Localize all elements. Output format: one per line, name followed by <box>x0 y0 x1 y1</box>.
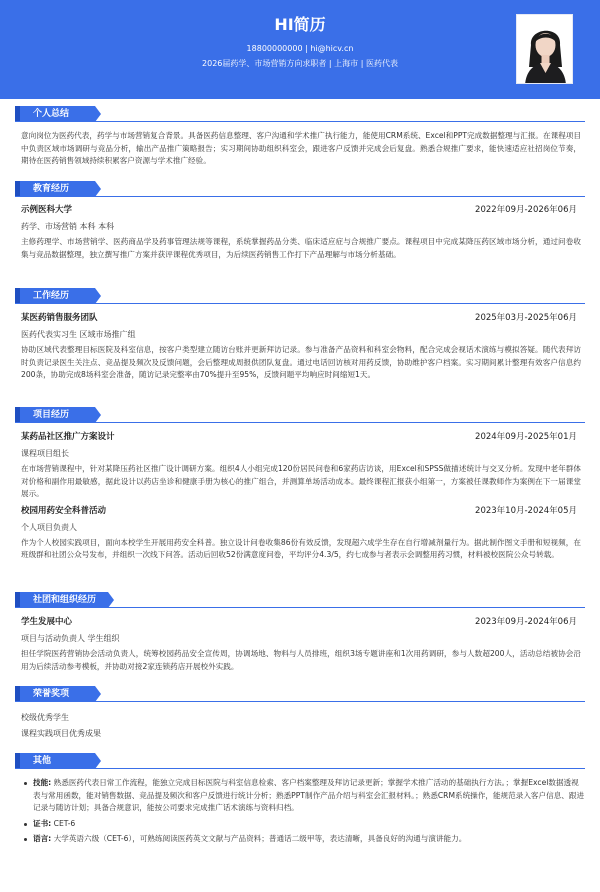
section-header <box>15 407 585 423</box>
entry-org: 某医药销售服务团队 <box>21 313 98 323</box>
certificate-item <box>21 818 585 831</box>
social-section <box>15 592 585 673</box>
resume-name: HI简历 <box>274 15 326 34</box>
education-section <box>15 181 585 261</box>
entry-org: 示例医科大学 <box>21 205 73 215</box>
honors-section <box>15 686 585 742</box>
honor-item: 校级优秀学生 <box>21 713 69 722</box>
avatar-icon <box>517 15 573 84</box>
section-title: 社团和组织经历 <box>33 595 97 605</box>
entry-description: 担任学院医药营销协会活动负责人，统筹校园药品安全宣传周，协调场地、物料与人员排班，组织3场专题讲座和1次用药调研，参与人数超200人，活动总结被协会沿用为后续活动参考模板，并协助对接2家连锁药店开展校外实践。 <box>21 649 581 671</box>
summary-section <box>15 106 585 168</box>
item-text: CET-6 <box>51 818 76 828</box>
section-title: 工作经历 <box>33 291 70 301</box>
projects-section <box>15 407 585 562</box>
language-item <box>21 833 585 846</box>
entry-subtitle: 药学、市场营销 本科 本科 <box>21 222 115 231</box>
avatar-photo <box>516 14 573 84</box>
item-text: 大学英语六级（CET-6），可熟练阅读医药英文文献与产品资料；普通话二级甲等，表达清晰，具备良好的沟通与演讲能力。 <box>51 834 467 843</box>
contact-info: 18800000000 | hi@hicv.cn <box>246 44 354 53</box>
item-text: 熟悉医药代表日常工作流程，能独立完成目标医院与科室信息检索、客户档案整理及拜访记录更新；掌握学术推广活动的基础执行方法。；掌握Excel数据透视表与常用函数，能对销售数据、竞品提及频次和客户反馈进行统计分析；熟悉PPT制作产品介绍与科室会汇报材料。；熟悉CRM系统操作，能规范录入客户信息、跟进记录与随访计划；具备合规意识，能按公司要求完成推广话术演练与资料归档。 <box>33 778 585 812</box>
entry-org: 学生发展中心 <box>21 617 73 627</box>
section-title: 个人总结 <box>33 109 70 119</box>
section-title: 荣誉奖项 <box>33 689 70 699</box>
entry-header <box>15 431 585 444</box>
entry-date: 2024年09月-2025年01月 <box>475 432 577 442</box>
entry-subtitle: 医药代表实习生 区域市场推广组 <box>21 330 136 339</box>
section-header <box>15 686 585 702</box>
section-header <box>15 753 585 769</box>
item-label: 证书: <box>33 818 52 828</box>
other-list <box>15 777 585 846</box>
honor-item: 课程实践项目优秀成果 <box>21 729 101 738</box>
entry-subtitle: 项目与活动负责人 学生组织 <box>21 634 120 643</box>
entry-org: 某药品社区推广方案设计 <box>21 432 115 442</box>
section-header <box>15 288 585 304</box>
skills-item <box>21 777 585 815</box>
other-section <box>15 753 585 846</box>
entry-description: 作为个人校园实践项目，面向本校学生开展用药安全科普。独立设计问卷收集86份有效反馈，发现超六成学生存在自行增减剂量行为。据此制作图文手册和短视频，在班级群和社团公众号发布，并组织一次线下问答。活动后回收52份满意度问卷，平均评分4.3/5，约七成参与者表示会调整用药习惯，材料被校医院公众号转载。 <box>21 537 581 559</box>
entry-header <box>15 616 585 629</box>
item-label: 技能: <box>33 778 52 787</box>
resume-header <box>0 0 600 99</box>
entry-subtitle: 个人项目负责人 <box>21 522 77 532</box>
summary-text: 意向岗位为医药代表，药学与市场营销复合背景。具备医药信息整理、客户沟通和学术推广执行能力，能使用CRM系统、Excel和PPT完成数据整理与汇报。在课程项目中负责区域市场调研与竞品分析，输出产品推广策略报告；实习期间协助组织科室会，跟进客户反馈并完成会后复盘。熟悉合规推广要求，能快速适应社招岗位节奏，期待在医药销售领域持续积累客户资源与学术推广经验。 <box>21 131 581 165</box>
entry-org: 校园用药安全科普活动 <box>21 505 107 516</box>
section-header <box>15 592 585 608</box>
entry-description: 主修药理学、市场营销学、医药商品学及药事管理法规等课程，系统掌握药品分类、临床适应症与合规推广要点。课程项目中完成某降压药区域市场分析，通过问卷收集与竞品数据整理，独立撰写推广方案并获评课程优秀项目，为后续医药销售工作打下产品理解与市场分析基础。 <box>21 237 581 259</box>
entry-description: 协助区域代表整理目标医院及科室信息，按客户类型建立随访台账并更新拜访记录。参与准备产品资料和科室会物料，配合完成会视话术演练与模拟答疑。随代表拜访时负责记录医生关注点、竞品提及频次及反馈问题，会后整理成周报供团队复盘。通过电话回访核对用药反馈，协助维护客户档案。实习期间累计整理有效客户信息约200条，协助完成8场科室会准备，随访记录完整率由70%提升至95%，反馈问题平均响应时间缩短1天。 <box>21 345 581 379</box>
entry-header <box>15 505 585 518</box>
job-intent: 2026届药学、市场营销方向求职者 | 上海市 | 医药代表 <box>202 59 398 68</box>
item-label: 语言: <box>33 834 52 843</box>
entry-header <box>15 204 585 217</box>
section-title: 教育经历 <box>33 184 70 194</box>
section-title: 项目经历 <box>33 410 70 420</box>
section-title: 其他 <box>33 756 52 766</box>
entry-subtitle: 课程项目组长 <box>21 449 69 458</box>
section-header <box>15 181 585 197</box>
entry-header <box>15 312 585 325</box>
work-section <box>15 288 585 382</box>
entry-date: 2023年10月-2024年05月 <box>475 505 577 516</box>
entry-description: 在市场营销课程中，针对某降压药社区推广设计调研方案。组织4人小组完成120份居民问卷和6家药店访谈，用Excel和SPSS做描述统计与交叉分析。发现中老年群体对价格和副作用最敏感，据此设计以药店坐诊和健康手册为核心的推广组合，并测算单场活动成本。最终课程汇报获小组第一，方案被任课教师作为案例在下一届课堂展示。 <box>21 464 581 498</box>
entry-date: 2022年09月-2026年06月 <box>475 205 577 215</box>
entry-date: 2023年09月-2024年06月 <box>475 617 577 627</box>
entry-date: 2025年03月-2025年06月 <box>475 313 577 323</box>
section-header <box>15 106 585 122</box>
